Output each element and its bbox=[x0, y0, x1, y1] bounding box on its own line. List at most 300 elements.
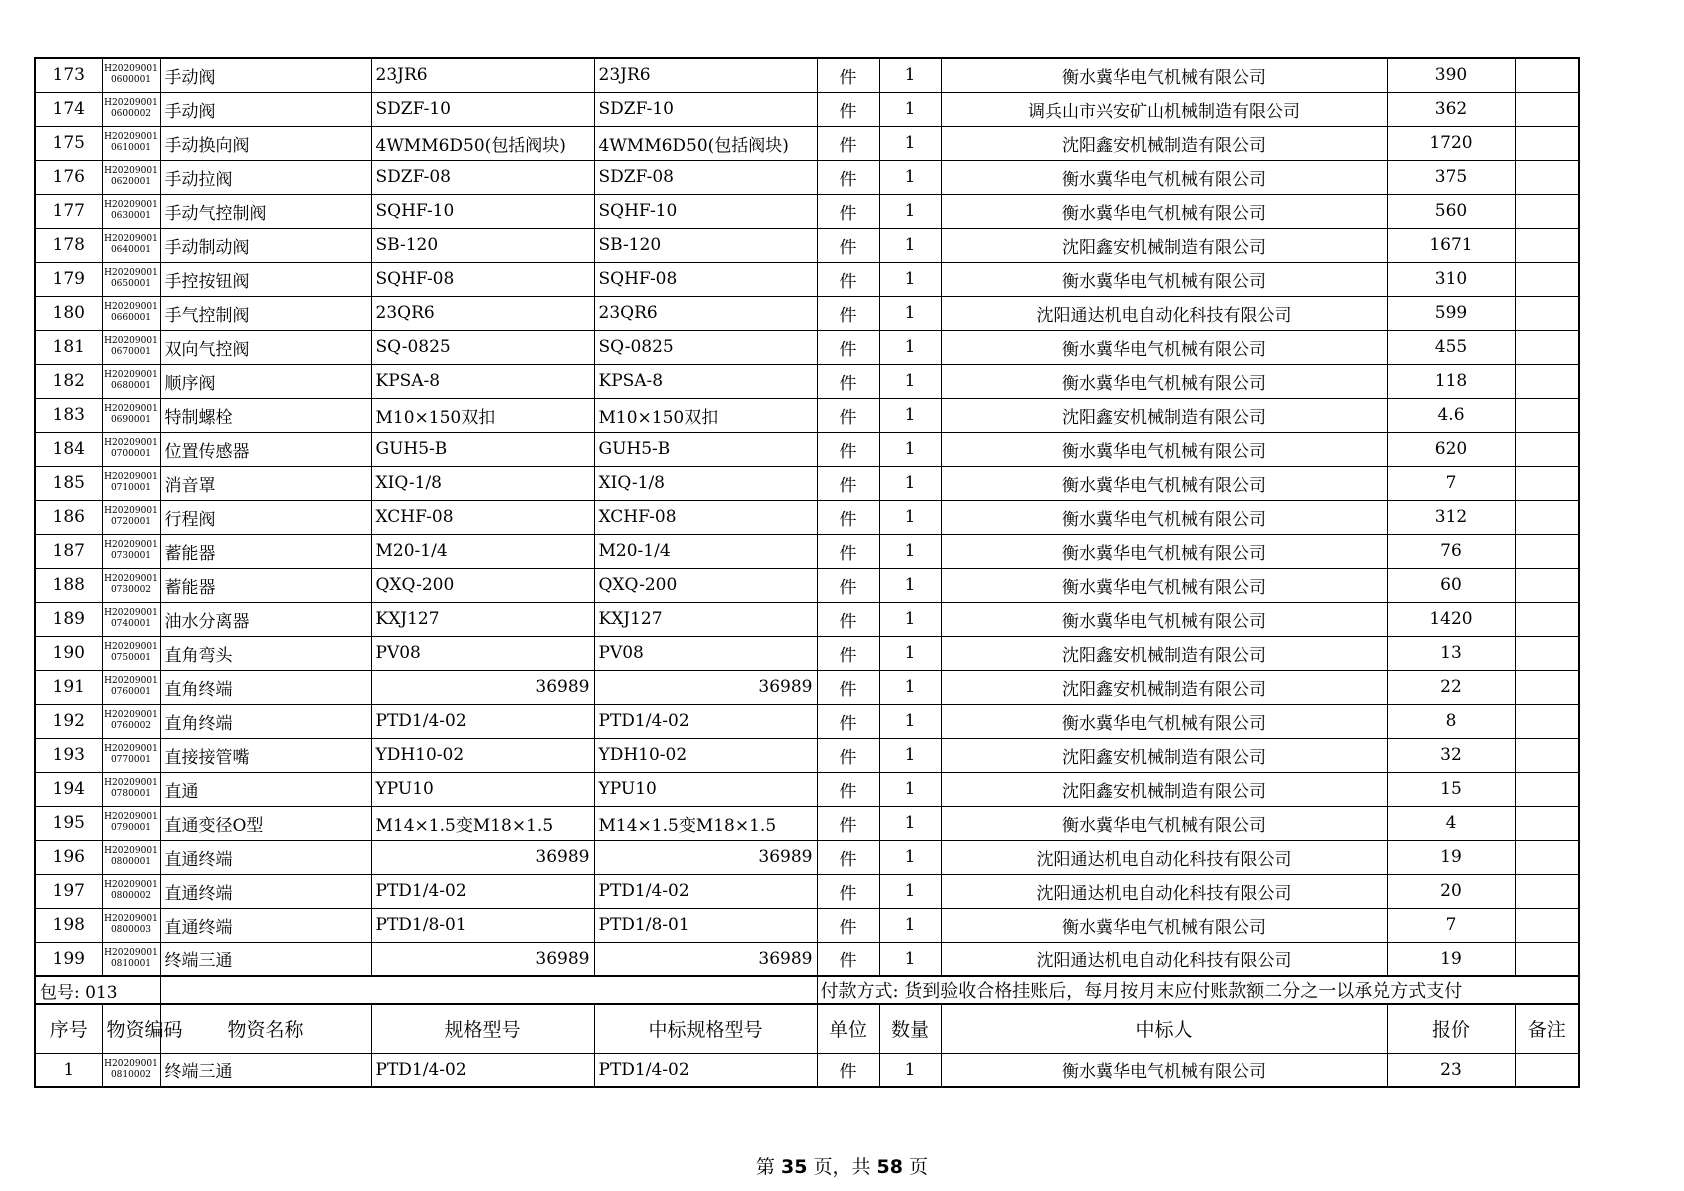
cell-no: 173 bbox=[35, 58, 102, 92]
cell-price: 312 bbox=[1387, 500, 1515, 534]
cell-spec: GUH5-B bbox=[371, 432, 594, 466]
payment-terms: 付款方式: 货到验收合格挂账后，每月按月末应付账款额二分之一以承兑方式支付 bbox=[817, 976, 1579, 1004]
code-line: H20209001 bbox=[104, 200, 158, 210]
cell-name: 终端三通 bbox=[160, 942, 371, 976]
code-line: H20209001 bbox=[104, 506, 158, 516]
cell-no: 187 bbox=[35, 534, 102, 568]
cell-spec: PTD1/4-02 bbox=[371, 1053, 594, 1087]
code-line: H20209001 bbox=[104, 234, 158, 244]
cell-qty: 1 bbox=[879, 772, 941, 806]
cell-bid-spec: PTD1/8-01 bbox=[594, 908, 817, 942]
cell-name: 双向气控阀 bbox=[160, 330, 371, 364]
cell-code bbox=[102, 942, 160, 976]
cell-no: 193 bbox=[35, 738, 102, 772]
cell-name: 直角终端 bbox=[160, 704, 371, 738]
cell-remark bbox=[1515, 262, 1579, 296]
cell-price: 1671 bbox=[1387, 228, 1515, 262]
footer-total-pages: 58 bbox=[876, 1156, 903, 1178]
cell-price: 32 bbox=[1387, 738, 1515, 772]
cell-remark bbox=[1515, 636, 1579, 670]
cell-code bbox=[102, 126, 160, 160]
cell-bid-spec: PTD1/4-02 bbox=[594, 874, 817, 908]
code-line: H20209001 bbox=[104, 166, 158, 176]
cell-unit: 件 bbox=[817, 466, 879, 500]
cell-spec: M10×150双扣 bbox=[371, 398, 594, 432]
cell-unit: 件 bbox=[817, 58, 879, 92]
cell-remark bbox=[1515, 228, 1579, 262]
table-row bbox=[35, 228, 1579, 262]
cell-unit: 件 bbox=[817, 1053, 879, 1087]
cell-unit: 件 bbox=[817, 704, 879, 738]
code-line: H20209001 bbox=[104, 370, 158, 380]
cell-spec: QXQ-200 bbox=[371, 568, 594, 602]
code-line: 0660001 bbox=[110, 313, 152, 323]
cell-price: 20 bbox=[1387, 874, 1515, 908]
cell-bid-spec: SQ-0825 bbox=[594, 330, 817, 364]
cell-name: 直通终端 bbox=[160, 908, 371, 942]
cell-qty: 1 bbox=[879, 432, 941, 466]
cell-no: 174 bbox=[35, 92, 102, 126]
cell-bid-spec: 36989 bbox=[594, 670, 817, 704]
cell-no: 189 bbox=[35, 602, 102, 636]
header-remark: 备注 bbox=[1515, 1004, 1579, 1053]
table-row bbox=[35, 704, 1579, 738]
cell-name: 消音罩 bbox=[160, 466, 371, 500]
code-line: H20209001 bbox=[104, 404, 158, 414]
cell-qty: 1 bbox=[879, 738, 941, 772]
code-line: 0760002 bbox=[110, 721, 152, 731]
cell-bid-spec: PTD1/4-02 bbox=[594, 1053, 817, 1087]
cell-bid-spec: M10×150双扣 bbox=[594, 398, 817, 432]
cell-code bbox=[102, 432, 160, 466]
code-line: 0790001 bbox=[110, 823, 152, 833]
cell-bid-spec: SQHF-10 bbox=[594, 194, 817, 228]
code-line: 0650001 bbox=[110, 279, 152, 289]
cell-remark bbox=[1515, 738, 1579, 772]
cell-remark bbox=[1515, 432, 1579, 466]
table-row bbox=[35, 874, 1579, 908]
code-line: H20209001 bbox=[104, 336, 158, 346]
cell-price: 620 bbox=[1387, 432, 1515, 466]
code-line: 0750001 bbox=[110, 653, 152, 663]
table-row bbox=[35, 602, 1579, 636]
cell-unit: 件 bbox=[817, 296, 879, 330]
cell-name: 顺序阀 bbox=[160, 364, 371, 398]
cell-winner: 衡水冀华电气机械有限公司 bbox=[941, 908, 1387, 942]
cell-price: 22 bbox=[1387, 670, 1515, 704]
cell-winner: 衡水冀华电气机械有限公司 bbox=[941, 330, 1387, 364]
code-line: H20209001 bbox=[104, 744, 158, 754]
cell-remark bbox=[1515, 670, 1579, 704]
cell-code bbox=[102, 1053, 160, 1087]
header-unit: 单位 bbox=[817, 1004, 879, 1053]
code-line: H20209001 bbox=[104, 438, 158, 448]
cell-bid-spec: SQHF-08 bbox=[594, 262, 817, 296]
cell-price: 1720 bbox=[1387, 126, 1515, 160]
cell-price: 60 bbox=[1387, 568, 1515, 602]
cell-code bbox=[102, 874, 160, 908]
cell-no: 183 bbox=[35, 398, 102, 432]
code-line: H20209001 bbox=[104, 947, 158, 958]
cell-qty: 1 bbox=[879, 126, 941, 160]
cell-no: 197 bbox=[35, 874, 102, 908]
cell-price: 7 bbox=[1387, 908, 1515, 942]
cell-spec: 36989 bbox=[371, 840, 594, 874]
cell-winner: 衡水冀华电气机械有限公司 bbox=[941, 262, 1387, 296]
cell-bid-spec: 4WMM6D50(包括阀块) bbox=[594, 126, 817, 160]
cell-spec: XIQ-1/8 bbox=[371, 466, 594, 500]
cell-qty: 1 bbox=[879, 704, 941, 738]
cell-bid-spec: XIQ-1/8 bbox=[594, 466, 817, 500]
cell-remark bbox=[1515, 602, 1579, 636]
cell-price: 375 bbox=[1387, 160, 1515, 194]
cell-unit: 件 bbox=[817, 602, 879, 636]
cell-qty: 1 bbox=[879, 330, 941, 364]
cell-name: 手动拉阀 bbox=[160, 160, 371, 194]
code-line: H20209001 bbox=[104, 268, 158, 278]
cell-spec: M20-1/4 bbox=[371, 534, 594, 568]
cell-code bbox=[102, 160, 160, 194]
cell-name: 油水分离器 bbox=[160, 602, 371, 636]
table-row bbox=[35, 908, 1579, 942]
cell-code bbox=[102, 704, 160, 738]
code-line: 0740001 bbox=[110, 619, 152, 629]
cell-no: 184 bbox=[35, 432, 102, 466]
code-line: 0600001 bbox=[110, 75, 152, 86]
code-line: H20209001 bbox=[104, 812, 158, 822]
cell-winner: 沈阳鑫安机械制造有限公司 bbox=[941, 228, 1387, 262]
cell-remark bbox=[1515, 500, 1579, 534]
code-line: H20209001 bbox=[104, 778, 158, 788]
cell-remark bbox=[1515, 466, 1579, 500]
table-row bbox=[35, 160, 1579, 194]
cell-bid-spec: YPU10 bbox=[594, 772, 817, 806]
cell-price: 4 bbox=[1387, 806, 1515, 840]
cell-remark bbox=[1515, 874, 1579, 908]
cell-bid-spec: SDZF-10 bbox=[594, 92, 817, 126]
cell-winner: 沈阳鑫安机械制造有限公司 bbox=[941, 738, 1387, 772]
cell-qty: 1 bbox=[879, 568, 941, 602]
cell-winner: 衡水冀华电气机械有限公司 bbox=[941, 58, 1387, 92]
cell-bid-spec: QXQ-200 bbox=[594, 568, 817, 602]
cell-unit: 件 bbox=[817, 670, 879, 704]
code-line: H20209001 bbox=[104, 574, 158, 584]
cell-spec: SQHF-08 bbox=[371, 262, 594, 296]
page-footer bbox=[0, 1152, 1684, 1179]
cell-bid-spec: SB-120 bbox=[594, 228, 817, 262]
cell-no: 199 bbox=[35, 942, 102, 976]
cell-spec: SDZF-10 bbox=[371, 92, 594, 126]
cell-price: 1420 bbox=[1387, 602, 1515, 636]
cell-no: 1 bbox=[35, 1053, 102, 1087]
cell-price: 362 bbox=[1387, 92, 1515, 126]
cell-spec: M14×1.5变M18×1.5 bbox=[371, 806, 594, 840]
code-line: H20209001 bbox=[104, 642, 158, 652]
cell-remark bbox=[1515, 772, 1579, 806]
cell-code bbox=[102, 500, 160, 534]
cell-qty: 1 bbox=[879, 806, 941, 840]
cell-spec: SB-120 bbox=[371, 228, 594, 262]
cell-remark bbox=[1515, 398, 1579, 432]
cell-bid-spec: KXJ127 bbox=[594, 602, 817, 636]
cell-unit: 件 bbox=[817, 126, 879, 160]
cell-name: 手控按钮阀 bbox=[160, 262, 371, 296]
cell-price: 15 bbox=[1387, 772, 1515, 806]
header-spec: 规格型号 bbox=[371, 1004, 594, 1053]
cell-winner: 衡水冀华电气机械有限公司 bbox=[941, 364, 1387, 398]
header-bid-spec: 中标规格型号 bbox=[594, 1004, 817, 1053]
cell-winner: 衡水冀华电气机械有限公司 bbox=[941, 1053, 1387, 1087]
cell-bid-spec: PTD1/4-02 bbox=[594, 704, 817, 738]
code-line: 0800002 bbox=[110, 891, 152, 901]
cell-spec: 4WMM6D50(包括阀块) bbox=[371, 126, 594, 160]
cell-spec: 36989 bbox=[371, 942, 594, 976]
cell-spec: YPU10 bbox=[371, 772, 594, 806]
code-line: 0610001 bbox=[110, 143, 152, 153]
cell-remark bbox=[1515, 160, 1579, 194]
cell-remark bbox=[1515, 942, 1579, 976]
cell-code bbox=[102, 568, 160, 602]
cell-unit: 件 bbox=[817, 92, 879, 126]
cell-code bbox=[102, 840, 160, 874]
cell-price: 8 bbox=[1387, 704, 1515, 738]
cell-winner: 衡水冀华电气机械有限公司 bbox=[941, 500, 1387, 534]
cell-qty: 1 bbox=[879, 840, 941, 874]
header-row bbox=[35, 1004, 1579, 1053]
cell-bid-spec: XCHF-08 bbox=[594, 500, 817, 534]
cell-no: 192 bbox=[35, 704, 102, 738]
cell-winner: 沈阳通达机电自动化科技有限公司 bbox=[941, 874, 1387, 908]
cell-unit: 件 bbox=[817, 432, 879, 466]
code-line: 0720001 bbox=[110, 517, 152, 527]
cell-code bbox=[102, 330, 160, 364]
cell-spec: 23QR6 bbox=[371, 296, 594, 330]
cell-unit: 件 bbox=[817, 534, 879, 568]
cell-no: 191 bbox=[35, 670, 102, 704]
code-line: 0810001 bbox=[110, 958, 152, 969]
cell-winner: 沈阳鑫安机械制造有限公司 bbox=[941, 772, 1387, 806]
cell-name: 直角弯头 bbox=[160, 636, 371, 670]
code-line: 0730002 bbox=[110, 585, 152, 595]
cell-no: 190 bbox=[35, 636, 102, 670]
cell-price: 118 bbox=[1387, 364, 1515, 398]
code-line: H20209001 bbox=[104, 608, 158, 618]
cell-winner: 沈阳通达机电自动化科技有限公司 bbox=[941, 942, 1387, 976]
cell-unit: 件 bbox=[817, 568, 879, 602]
header-code: 物资编码 bbox=[102, 1004, 160, 1053]
cell-bid-spec: M14×1.5变M18×1.5 bbox=[594, 806, 817, 840]
cell-name: 蓄能器 bbox=[160, 534, 371, 568]
code-line: 0810002 bbox=[110, 1069, 152, 1080]
cell-bid-spec: M20-1/4 bbox=[594, 534, 817, 568]
package-row bbox=[35, 976, 1579, 1004]
cell-no: 176 bbox=[35, 160, 102, 194]
cell-qty: 1 bbox=[879, 874, 941, 908]
cell-spec: SQ-0825 bbox=[371, 330, 594, 364]
cell-code bbox=[102, 92, 160, 126]
cell-winner: 衡水冀华电气机械有限公司 bbox=[941, 466, 1387, 500]
header-qty: 数量 bbox=[879, 1004, 941, 1053]
cell-unit: 件 bbox=[817, 840, 879, 874]
cell-qty: 1 bbox=[879, 942, 941, 976]
table-row bbox=[35, 262, 1579, 296]
code-line: H20209001 bbox=[104, 64, 158, 75]
cell-winner: 衡水冀华电气机械有限公司 bbox=[941, 432, 1387, 466]
cell-spec: KPSA-8 bbox=[371, 364, 594, 398]
cell-remark bbox=[1515, 840, 1579, 874]
cell-price: 19 bbox=[1387, 942, 1515, 976]
cell-spec: YDH10-02 bbox=[371, 738, 594, 772]
table-row bbox=[35, 806, 1579, 840]
code-line: H20209001 bbox=[104, 710, 158, 720]
table-row bbox=[35, 398, 1579, 432]
cell-spec: PTD1/4-02 bbox=[371, 704, 594, 738]
cell-winner: 衡水冀华电气机械有限公司 bbox=[941, 806, 1387, 840]
cell-name: 手动气控制阀 bbox=[160, 194, 371, 228]
cell-winner: 衡水冀华电气机械有限公司 bbox=[941, 602, 1387, 636]
cell-code bbox=[102, 262, 160, 296]
code-line: H20209001 bbox=[104, 540, 158, 550]
cell-qty: 1 bbox=[879, 534, 941, 568]
cell-code bbox=[102, 602, 160, 636]
cell-code bbox=[102, 58, 160, 92]
cell-remark bbox=[1515, 1053, 1579, 1087]
cell-spec: SQHF-10 bbox=[371, 194, 594, 228]
table-row bbox=[35, 126, 1579, 160]
code-line: H20209001 bbox=[104, 132, 158, 142]
cell-price: 4.6 bbox=[1387, 398, 1515, 432]
cell-name: 直接接管嘴 bbox=[160, 738, 371, 772]
table-row bbox=[35, 840, 1579, 874]
cell-winner: 沈阳鑫安机械制造有限公司 bbox=[941, 126, 1387, 160]
cell-winner: 衡水冀华电气机械有限公司 bbox=[941, 704, 1387, 738]
cell-no: 186 bbox=[35, 500, 102, 534]
table-row bbox=[35, 194, 1579, 228]
cell-name: 终端三通 bbox=[160, 1053, 371, 1087]
cell-remark bbox=[1515, 908, 1579, 942]
cell-name: 位置传感器 bbox=[160, 432, 371, 466]
cell-code bbox=[102, 636, 160, 670]
footer-page-number: 35 bbox=[780, 1156, 808, 1178]
package-spacer bbox=[160, 976, 817, 1004]
cell-remark bbox=[1515, 126, 1579, 160]
code-line: 0780001 bbox=[110, 789, 152, 799]
code-line: 0600002 bbox=[110, 109, 152, 119]
code-line: H20209001 bbox=[104, 676, 158, 686]
cell-name: 蓄能器 bbox=[160, 568, 371, 602]
cell-remark bbox=[1515, 806, 1579, 840]
cell-no: 194 bbox=[35, 772, 102, 806]
cell-name: 直通 bbox=[160, 772, 371, 806]
cell-price: 310 bbox=[1387, 262, 1515, 296]
cell-unit: 件 bbox=[817, 160, 879, 194]
cell-name: 手动换向阀 bbox=[160, 126, 371, 160]
table-row bbox=[35, 330, 1579, 364]
code-line: H20209001 bbox=[104, 914, 158, 924]
cell-unit: 件 bbox=[817, 942, 879, 976]
table-row bbox=[35, 534, 1579, 568]
table-row bbox=[35, 364, 1579, 398]
cell-code bbox=[102, 670, 160, 704]
cell-price: 23 bbox=[1387, 1053, 1515, 1087]
table-row bbox=[35, 942, 1579, 976]
table-row bbox=[35, 568, 1579, 602]
cell-code bbox=[102, 738, 160, 772]
footer-suffix: 页 bbox=[909, 1156, 929, 1178]
cell-qty: 1 bbox=[879, 500, 941, 534]
code-line: H20209001 bbox=[104, 880, 158, 890]
cell-remark bbox=[1515, 534, 1579, 568]
cell-qty: 1 bbox=[879, 636, 941, 670]
cell-unit: 件 bbox=[817, 772, 879, 806]
cell-remark bbox=[1515, 194, 1579, 228]
footer-prefix: 第 bbox=[755, 1156, 775, 1178]
code-line: H20209001 bbox=[104, 472, 158, 482]
cell-unit: 件 bbox=[817, 398, 879, 432]
cell-no: 181 bbox=[35, 330, 102, 364]
code-line: 0640001 bbox=[110, 245, 152, 255]
cell-unit: 件 bbox=[817, 738, 879, 772]
cell-spec: 36989 bbox=[371, 670, 594, 704]
code-line: 0800001 bbox=[110, 857, 152, 867]
code-line: H20209001 bbox=[104, 302, 158, 312]
table-row bbox=[35, 432, 1579, 466]
cell-unit: 件 bbox=[817, 194, 879, 228]
code-line: H20209001 bbox=[104, 846, 158, 856]
cell-price: 390 bbox=[1387, 58, 1515, 92]
package-item-rows bbox=[35, 1053, 1579, 1087]
table-row bbox=[35, 772, 1579, 806]
code-line: 0770001 bbox=[110, 755, 152, 765]
package-label: 包号: 013 bbox=[35, 976, 160, 1004]
cell-code bbox=[102, 194, 160, 228]
cell-spec: XCHF-08 bbox=[371, 500, 594, 534]
cell-unit: 件 bbox=[817, 330, 879, 364]
cell-spec: KXJ127 bbox=[371, 602, 594, 636]
cell-no: 196 bbox=[35, 840, 102, 874]
cell-no: 180 bbox=[35, 296, 102, 330]
footer-mid: 页，共 bbox=[813, 1156, 871, 1178]
cell-code bbox=[102, 908, 160, 942]
cell-no: 175 bbox=[35, 126, 102, 160]
cell-code bbox=[102, 296, 160, 330]
cell-name: 直通终端 bbox=[160, 874, 371, 908]
cell-no: 177 bbox=[35, 194, 102, 228]
cell-bid-spec: SDZF-08 bbox=[594, 160, 817, 194]
cell-code bbox=[102, 772, 160, 806]
cell-qty: 1 bbox=[879, 1053, 941, 1087]
code-line: 0700001 bbox=[110, 449, 152, 459]
cell-qty: 1 bbox=[879, 160, 941, 194]
cell-no: 188 bbox=[35, 568, 102, 602]
cell-bid-spec: GUH5-B bbox=[594, 432, 817, 466]
cell-code bbox=[102, 364, 160, 398]
code-line: 0630001 bbox=[110, 211, 152, 221]
table-row bbox=[35, 58, 1579, 92]
cell-price: 13 bbox=[1387, 636, 1515, 670]
cell-name: 手动阀 bbox=[160, 58, 371, 92]
cell-price: 19 bbox=[1387, 840, 1515, 874]
code-line: 0690001 bbox=[110, 415, 152, 425]
cell-no: 182 bbox=[35, 364, 102, 398]
cell-unit: 件 bbox=[817, 500, 879, 534]
cell-bid-spec: 23JR6 bbox=[594, 58, 817, 92]
cell-qty: 1 bbox=[879, 58, 941, 92]
cell-bid-spec: PV08 bbox=[594, 636, 817, 670]
code-line: 0670001 bbox=[110, 347, 152, 357]
cell-winner: 衡水冀华电气机械有限公司 bbox=[941, 534, 1387, 568]
cell-code bbox=[102, 534, 160, 568]
